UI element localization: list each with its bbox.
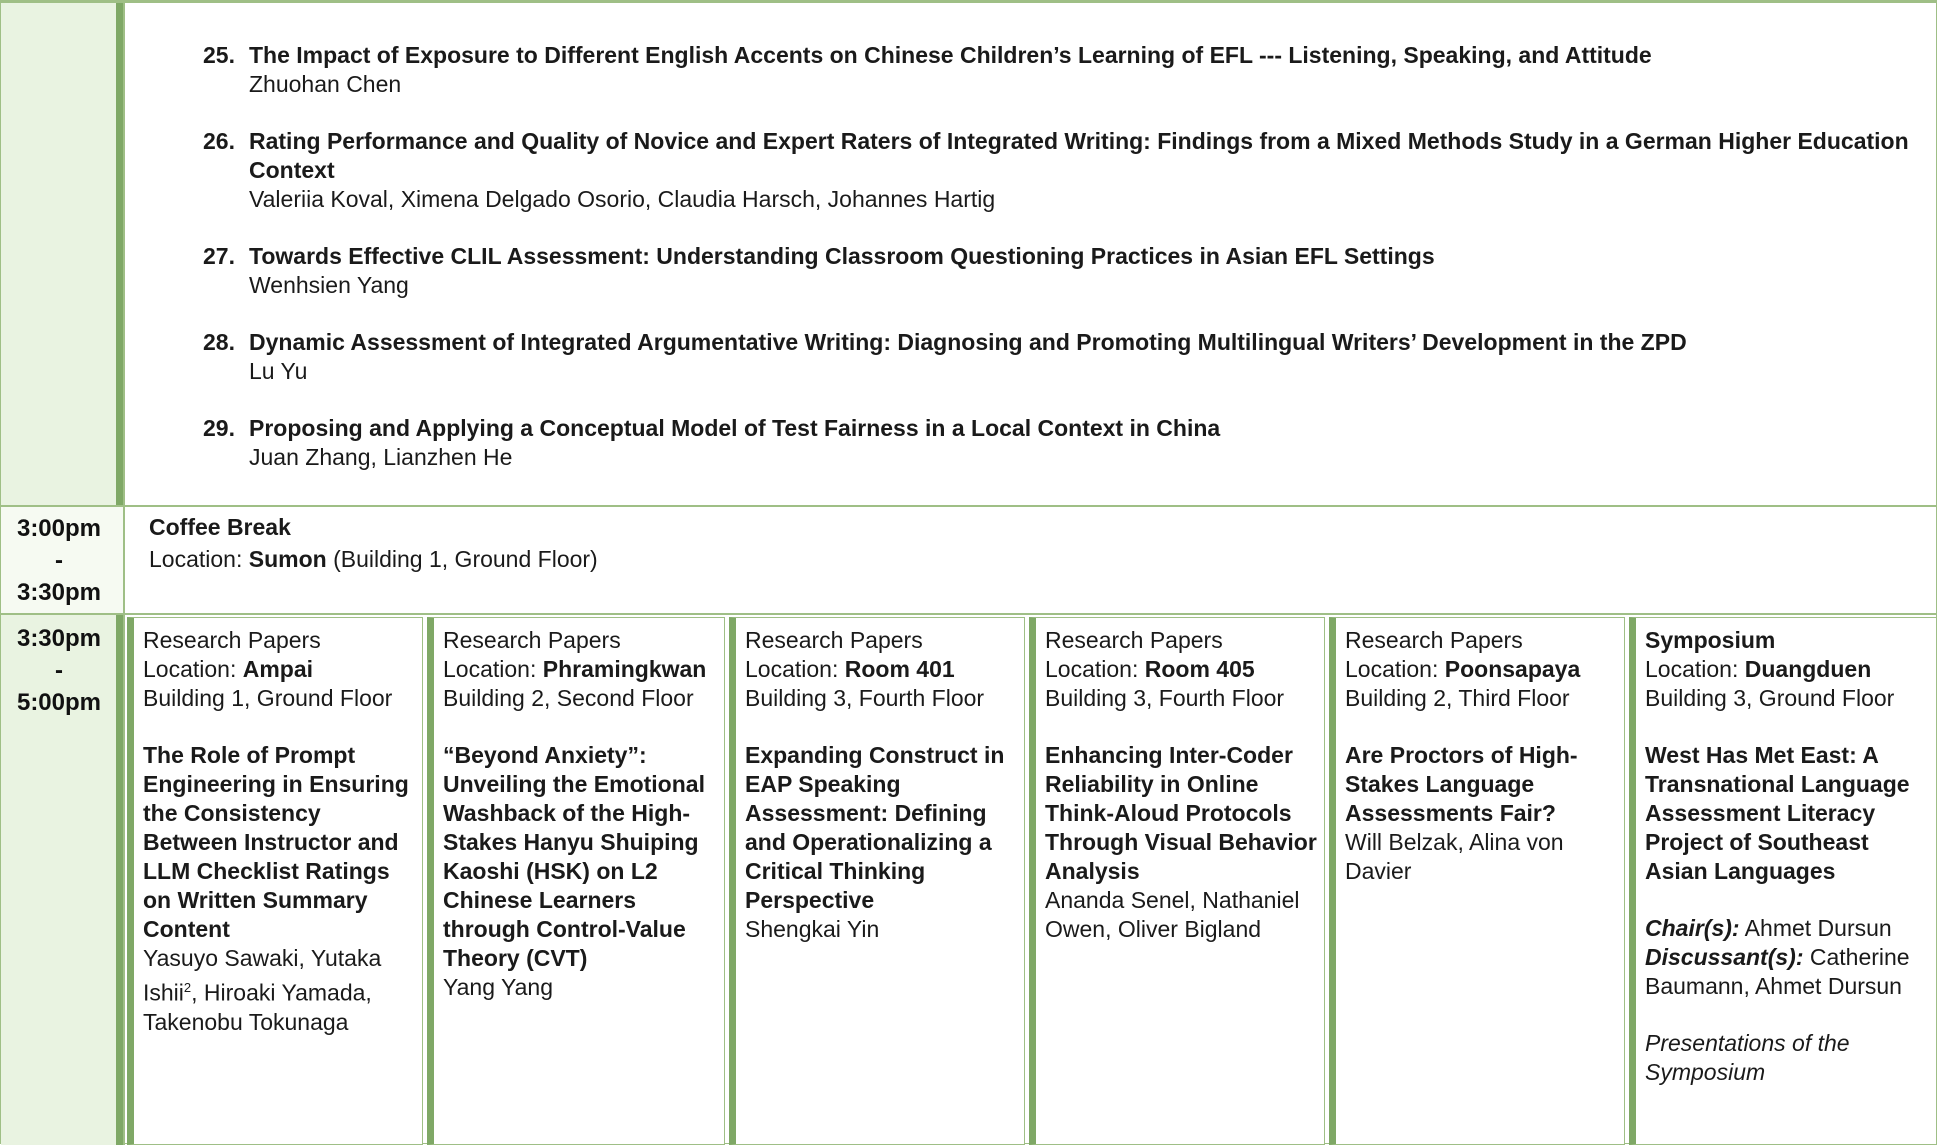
location-name: Sumon	[248, 546, 327, 572]
session-building: Building 3, Fourth Floor	[745, 685, 985, 711]
session-cell-symposium	[1629, 617, 1937, 1145]
afternoon-time-end: 5:00pm	[16, 689, 102, 716]
paper-authors: Valeriia Koval, Ximena Delgado Osorio, Claudia Harsch, Johannes Hartig	[249, 186, 996, 212]
session-building: Building 2, Second Floor	[443, 685, 694, 711]
paper-item	[197, 242, 1937, 300]
location-detail: (Building 1, Ground Floor)	[326, 546, 598, 572]
session-building: Building 1, Ground Floor	[143, 685, 393, 711]
paper-title: Rating Performance and Quality of Novice and Expert Raters of Integrated Writing: Findings from a Mixed Methods Study in a German Higher Education Context	[249, 128, 1909, 183]
location-name: Duangduen	[1744, 656, 1872, 682]
chair-name: Ahmet Dursun	[1739, 915, 1892, 941]
session-location	[1345, 655, 1620, 684]
location-label: Location:	[143, 656, 243, 682]
coffee-time-start: 3:00pm	[16, 515, 102, 542]
location-label: Location:	[745, 656, 845, 682]
paper-list	[197, 41, 1937, 472]
paper-authors: Wenhsien Yang	[249, 272, 409, 298]
paper-title: Dynamic Assessment of Integrated Argumentative Writing: Diagnosing and Promoting Multilingual Writers’ Development in the ZPD	[249, 329, 1687, 355]
session-authors: Ananda Senel, Nathaniel Owen, Oliver Bigland	[1045, 887, 1300, 942]
row-divider	[1, 1, 1936, 3]
paper-item	[197, 328, 1937, 386]
session-authors	[143, 944, 418, 1037]
paper-number: 28.	[203, 329, 235, 355]
paper-number: 29.	[203, 415, 235, 441]
paper-authors: Zhuohan Chen	[249, 71, 402, 97]
session-cell	[729, 617, 1025, 1145]
paper-number: 26.	[203, 128, 235, 154]
session-title: The Role of Prompt Engineering in Ensuring the Consistency Between Instructor and LLM Checklist Ratings on Written Summary Content	[143, 742, 409, 942]
session-authors: Shengkai Yin	[745, 916, 880, 942]
session-building: Building 3, Fourth Floor	[1045, 685, 1285, 711]
authors-part: , Hiroaki Yamada, Takenobu Tokunaga	[143, 979, 372, 1035]
session-type: Research Papers	[143, 627, 321, 653]
afternoon-time-sep: -	[55, 657, 63, 684]
session-cell	[427, 617, 725, 1145]
symposium-chair	[1645, 914, 1932, 943]
session-title: Are Proctors of High-Stakes Language Assessments Fair?	[1345, 742, 1578, 826]
session-type: Research Papers	[745, 627, 923, 653]
location-name: Poonsapaya	[1444, 656, 1581, 682]
session-location	[143, 655, 418, 684]
symposium-discussant	[1645, 943, 1932, 1001]
authors-part: Yasuyo Sawaki, Yutaka Ishii	[143, 945, 382, 1006]
symposium-note: Presentations of the Symposium	[1645, 1030, 1850, 1085]
session-type: Research Papers	[1345, 627, 1523, 653]
coffee-break-title: Coffee Break	[149, 514, 291, 540]
paper-title: The Impact of Exposure to Different English Accents on Chinese Children’s Learning of EFL --- Listening, Speaking, and Attitude	[249, 42, 1652, 68]
session-type: Research Papers	[443, 627, 621, 653]
session-location	[443, 655, 720, 684]
session-authors: Yang Yang	[443, 974, 553, 1000]
session-type: Research Papers	[1045, 627, 1223, 653]
coffee-break-block	[149, 511, 598, 575]
session-location	[1645, 655, 1932, 684]
row-divider	[1, 613, 1936, 615]
afternoon-time-start: 3:30pm	[16, 625, 102, 652]
session-title: West Has Met East: A Transnational Language Assessment Literacy Project of Southeast Asian Languages	[1645, 742, 1910, 884]
chair-label: Chair(s):	[1645, 915, 1740, 941]
paper-item	[197, 127, 1937, 214]
paper-title: Towards Effective CLIL Assessment: Understanding Classroom Questioning Practices in Asian EFL Settings	[249, 243, 1435, 269]
session-location	[1045, 655, 1320, 684]
row-divider	[1, 505, 1936, 507]
session-title: Expanding Construct in EAP Speaking Assessment: Defining and Operationalizing a Critical Thinking Perspective	[745, 742, 1005, 913]
session-cell	[1029, 617, 1325, 1145]
coffee-time-sep: -	[55, 547, 63, 574]
session-title: “Beyond Anxiety”: Unveiling the Emotional Washback of the High-Stakes Hanyu Shuiping Kaoshi (HSK) on L2 Chinese Learners through Control-Value Theory (CVT)	[443, 742, 705, 971]
location-label: Location:	[1045, 656, 1145, 682]
location-name: Room 405	[1144, 656, 1255, 682]
paper-title: Proposing and Applying a Conceptual Model of Test Fairness in a Local Context in China	[249, 415, 1221, 441]
session-authors: Will Belzak, Alina von Davier	[1345, 829, 1564, 884]
session-title: Enhancing Inter-Coder Reliability in Online Think-Aloud Protocols Through Visual Behavior Analysis	[1045, 742, 1317, 884]
location-name: Ampai	[242, 656, 314, 682]
paper-number: 27.	[203, 243, 235, 269]
coffee-time-end: 3:30pm	[16, 579, 102, 606]
affiliation-superscript: 2	[183, 980, 192, 995]
paper-authors: Juan Zhang, Lianzhen He	[249, 444, 513, 470]
location-label: Location:	[1645, 656, 1745, 682]
session-cell	[127, 617, 423, 1145]
location-label: Location:	[443, 656, 543, 682]
paper-authors: Lu Yu	[249, 358, 308, 384]
time-cell-empty	[1, 3, 125, 505]
coffee-break-location	[149, 543, 598, 575]
session-building: Building 2, Third Floor	[1345, 685, 1570, 711]
location-label: Location:	[1345, 656, 1445, 682]
paper-item	[197, 41, 1937, 99]
paper-item	[197, 414, 1937, 472]
location-name: Room 401	[844, 656, 955, 682]
session-location	[745, 655, 1020, 684]
discussant-label: Discussant(s):	[1645, 944, 1804, 970]
session-building: Building 3, Ground Floor	[1645, 685, 1895, 711]
location-label: Location:	[149, 546, 243, 572]
discussant-names: Catherine Baumann, Ahmet Dursun	[1645, 944, 1910, 999]
session-type: Symposium	[1645, 627, 1776, 653]
paper-number: 25.	[203, 42, 235, 68]
session-cell	[1329, 617, 1625, 1145]
location-name: Phramingkwan	[542, 656, 707, 682]
